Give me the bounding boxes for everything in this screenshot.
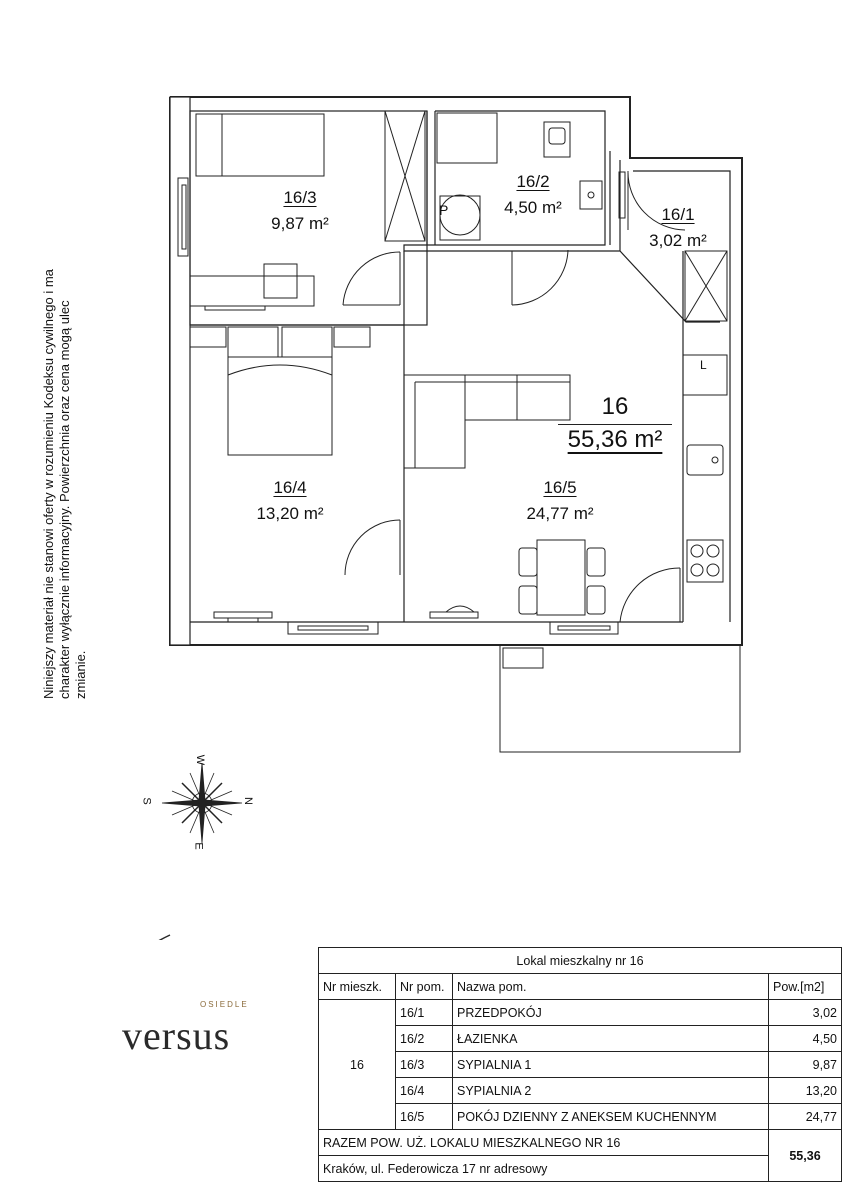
room-16-3-label bbox=[255, 188, 345, 234]
radiator-5 bbox=[430, 606, 478, 618]
room-id: 16/4 bbox=[273, 478, 307, 497]
total-label: RAZEM POW. UŻ. LOKALU MIESZKALNEGO NR 16 bbox=[319, 1130, 769, 1156]
windows bbox=[288, 622, 618, 634]
room-16-1-label bbox=[633, 205, 723, 251]
kitchen-fixture-label: L bbox=[700, 358, 707, 372]
room-name: SYPIALNIA 2 bbox=[453, 1078, 769, 1104]
table-row bbox=[319, 1000, 842, 1026]
room-nr: 16/1 bbox=[396, 1000, 453, 1026]
dining-table bbox=[519, 540, 605, 615]
sofa bbox=[404, 375, 570, 468]
header-nazwa: Nazwa pom. bbox=[453, 974, 769, 1000]
room-area: 9,87 m² bbox=[271, 214, 329, 233]
wardrobe-1 bbox=[685, 251, 727, 321]
desk-3 bbox=[190, 264, 314, 310]
door-2 bbox=[512, 250, 568, 305]
room-nr: 16/2 bbox=[396, 1026, 453, 1052]
compass-n: N bbox=[241, 797, 254, 805]
table-row bbox=[319, 1104, 842, 1130]
room-area: 24,77 bbox=[769, 1104, 842, 1130]
bed-double bbox=[190, 327, 370, 455]
room-nr: 16/4 bbox=[396, 1078, 453, 1104]
logo-name: versus bbox=[122, 1013, 231, 1058]
logo-arc bbox=[104, 935, 180, 940]
room-nr: 16/5 bbox=[396, 1104, 453, 1130]
table-header bbox=[319, 974, 842, 1000]
room-area: 9,87 bbox=[769, 1052, 842, 1078]
compass-e: E bbox=[192, 842, 205, 850]
room-name: ŁAZIENKA bbox=[453, 1026, 769, 1052]
room-name: POKÓJ DZIENNY Z ANEKSEM KUCHENNYM bbox=[453, 1104, 769, 1130]
address: Kraków, ul. Federowicza 17 nr adresowy bbox=[319, 1156, 769, 1182]
total-value: 55,36 bbox=[769, 1130, 842, 1182]
room-16-5-label bbox=[510, 478, 610, 524]
header-nr-mieszk: Nr mieszk. bbox=[319, 974, 396, 1000]
header-pow: Pow.[m2] bbox=[769, 974, 842, 1000]
table-caption: Lokal mieszkalny nr 16 bbox=[319, 948, 842, 974]
room-name: PRZEDPOKÓJ bbox=[453, 1000, 769, 1026]
logo-top-text: OSIEDLE bbox=[200, 1000, 249, 1009]
room-area: 13,20 m² bbox=[256, 504, 324, 523]
bed-single bbox=[196, 114, 324, 176]
room-area: 3,02 bbox=[769, 1000, 842, 1026]
room-16-2-label bbox=[488, 172, 578, 218]
balcony bbox=[500, 645, 740, 752]
wardrobe-3 bbox=[385, 111, 425, 241]
radiator-4 bbox=[214, 612, 272, 622]
compass-w: W bbox=[194, 754, 207, 766]
room-area: 24,77 m² bbox=[526, 504, 594, 523]
room-id: 16/5 bbox=[543, 478, 577, 497]
table-row bbox=[319, 1026, 842, 1052]
room-16-4-label bbox=[240, 478, 340, 524]
door-4 bbox=[345, 520, 400, 575]
apartment-cell: 16 bbox=[319, 1000, 396, 1130]
apartment-number: 16 bbox=[601, 393, 629, 420]
room-area: 4,50 bbox=[769, 1026, 842, 1052]
room-area: 4,50 m² bbox=[504, 198, 562, 217]
room-name: SYPIALNIA 1 bbox=[453, 1052, 769, 1078]
kitchen-counter bbox=[683, 355, 727, 582]
table-row bbox=[319, 1052, 842, 1078]
header-nr-pom: Nr pom. bbox=[396, 974, 453, 1000]
room-area: 13,20 bbox=[769, 1078, 842, 1104]
apartment-area: 55,36 m² bbox=[567, 426, 663, 453]
disclaimer-text: Niniejszy materiał nie stanowi oferty w rozumieniu Kodeksu cywilnego i ma charakter wyłącznie informacyjny. Powierzchnia oraz cena mogą ulec zmianie. bbox=[41, 269, 88, 699]
door-5 bbox=[620, 568, 680, 622]
door-3 bbox=[343, 252, 400, 305]
room-id: 16/2 bbox=[516, 172, 550, 191]
room-area: 3,02 m² bbox=[649, 231, 707, 250]
table-row bbox=[319, 1078, 842, 1104]
compass-rose bbox=[162, 763, 242, 843]
room-id: 16/1 bbox=[661, 205, 695, 224]
compass-s: S bbox=[140, 797, 153, 805]
room-nr: 16/3 bbox=[396, 1052, 453, 1078]
room-id: 16/3 bbox=[283, 188, 317, 207]
outer-walls bbox=[170, 97, 742, 645]
room-table bbox=[318, 947, 842, 1182]
bath-fixture-label: P bbox=[439, 202, 449, 218]
apartment-label bbox=[550, 393, 680, 455]
